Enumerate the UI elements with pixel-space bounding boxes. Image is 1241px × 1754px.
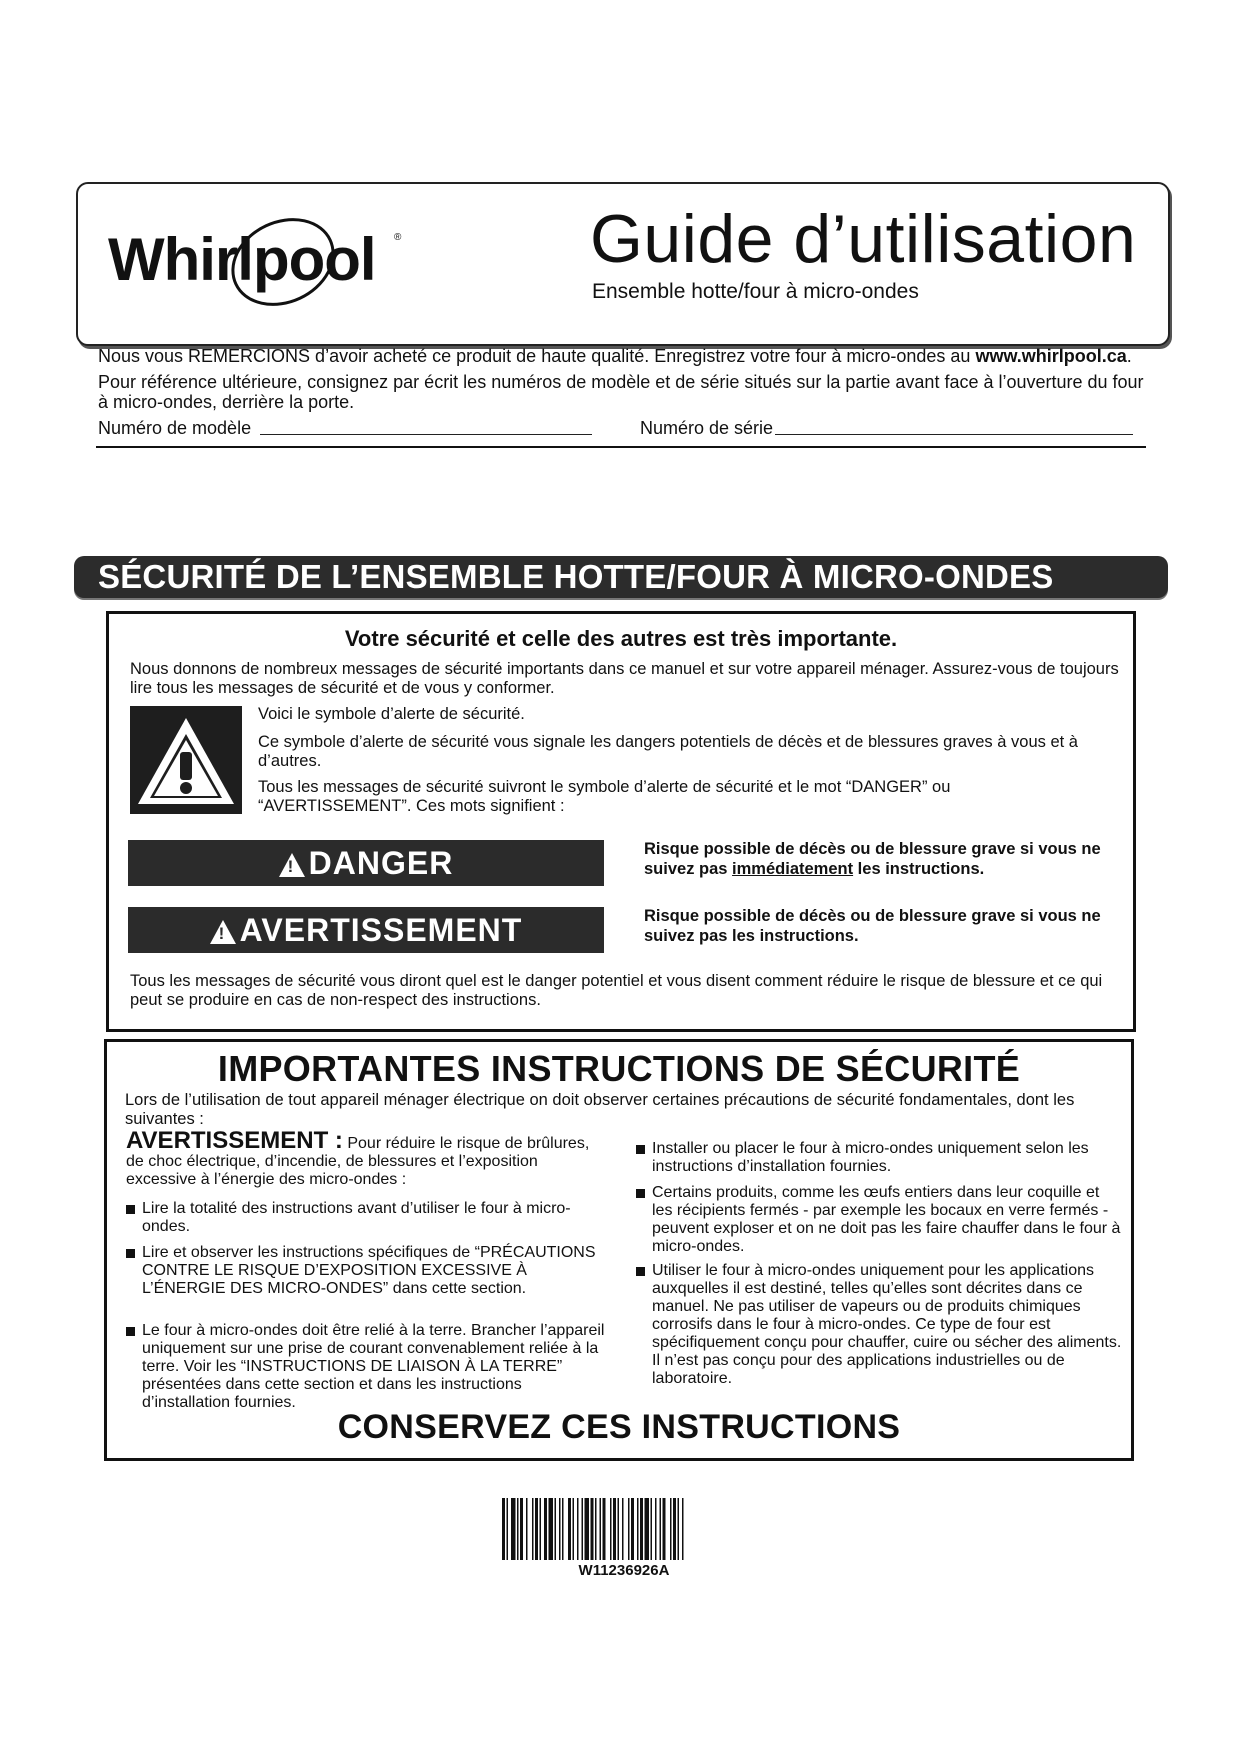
guide-title: Guide d’utilisation: [590, 201, 1137, 277]
safety-heading: Votre sécurité et celle des autres est très importante.: [344, 626, 898, 651]
model-number-field[interactable]: [260, 434, 592, 435]
danger-description: [644, 839, 1124, 879]
safety-alert-icon: [130, 706, 242, 814]
list-item: Le four à micro-ondes doit être relié à la terre. Brancher l’appareil uniquement sur une prise de courant convenablement reliée à la terre. Voir les “INSTRUCTIONS DE LIAISON À LA TERRE” présentées dans cette section et dans les instructions d’installation fournies.: [126, 1322, 612, 1412]
list-item: Certains produits, comme les œufs entiers dans leur coquille et les récipients fermés - par exemple les bocaux en verre fermés - peuvent exploser et on ne doit pas les faire chauffer dans le four à micro-ondes.: [636, 1184, 1122, 1256]
serial-number-field[interactable]: [775, 434, 1133, 435]
safety-footer: Tous les messages de sécurité vous diront quel est le danger potentiel et vous disent comment réduire le risque de blessure et ce qui peut se produire en cas de non-respect des instructions.: [130, 972, 1103, 1009]
divider: [96, 446, 1146, 448]
barcode-number: W11236926A: [578, 1562, 670, 1579]
keep-instructions-title: CONSERVEZ CES INSTRUCTIONS: [337, 1408, 901, 1446]
list-item: Lire et observer les instructions spécifiques de “PRÉCAUTIONS CONTRE LE RISQUE D’EXPOSITION EXCESSIVE À L’ÉNERGIE DES MICRO-ONDES” dans cette section.: [126, 1244, 602, 1298]
guide-subtitle: Ensemble hotte/four à micro-ondes: [592, 280, 919, 303]
important-intro: Lors de l’utilisation de tout appareil ménager électrique on doit observer certaines précautions de sécurité fondamentales, dont les suivantes :: [125, 1091, 1075, 1128]
alert-line-3: Tous les messages de sécurité suivront le symbole d’alerte de sécurité et le mot “DANGER” ou “AVERTISSEMENT”. Ces mots signifient :: [258, 778, 951, 815]
warning-signal-bar: [128, 907, 604, 953]
serial-number-label: Numéro de série: [640, 418, 774, 438]
svg-text:Whirlpool: Whirlpool: [108, 226, 376, 293]
danger-desc-emphasis: immédiatement: [732, 860, 854, 878]
warning-triangle-icon: [279, 853, 305, 877]
warning-triangle-icon: [210, 920, 236, 944]
section-title: SÉCURITÉ DE L’ENSEMBLE HOTTE/FOUR À MICRO-ONDES: [98, 558, 1054, 595]
model-number-label: Numéro de modèle: [98, 418, 252, 438]
danger-desc-part-a: Risque possible de décès ou de blessure grave si vous ne suivez pas: [644, 840, 1101, 878]
intro-line-1: [98, 346, 1132, 367]
warning-lead-text: Pour réduire le risque de brûlures, de choc électrique, d’incendie, de blessures et l’exposition excessive à l’énergie des micro-ondes :: [126, 1135, 590, 1188]
safety-paragraph: Nous donnons de nombreux messages de sécurité importants dans ce manuel et sur votre appareil ménager. Assurez-vous de toujours lire tous les messages de sécurité et de vous y conformer.: [130, 660, 1119, 697]
warning-lead: [126, 1127, 596, 1189]
intro-line-2: Pour référence ultérieure, consignez par écrit les numéros de modèle et de série situés sur la partie avant face à l’ouverture du four: [98, 372, 1144, 392]
barcode: [500, 1498, 748, 1560]
whirlpool-website-link[interactable]: www.whirlpool.ca: [975, 346, 1127, 366]
alert-line-2: Ce symbole d’alerte de sécurité vous signale les dangers potentiels de décès et de blessures graves à vous et à d’autres.: [258, 733, 1078, 770]
danger-label: DANGER: [308, 845, 454, 881]
svg-text:®: ®: [394, 232, 402, 243]
important-title: IMPORTANTES INSTRUCTIONS DE SÉCURITÉ: [217, 1048, 1021, 1089]
intro-line-1-text: Nous vous REMERCIONS d’avoir acheté ce produit de haute qualité. Enregistrez votre four à micro-ondes au: [98, 346, 976, 366]
intro-line-1-end: .: [1126, 346, 1132, 366]
alert-line-1: Voici le symbole d’alerte de sécurité.: [258, 705, 525, 723]
list-item: Lire la totalité des instructions avant d’utiliser le four à micro-ondes.: [126, 1200, 582, 1236]
intro-line-3: à micro-ondes, derrière la porte.: [98, 392, 355, 412]
danger-desc-part-b: les instructions.: [853, 860, 985, 878]
list-item: Utiliser le four à micro-ondes uniquement pour les applications auxquelles il est destiné, telles qu’elles sont décrites dans ce manuel. Ne pas utiliser de vapeurs ou de produits chimiques corrosifs dans le four à micro-ondes. Ce type de four est spécifiquement conçu pour chauffer, cuire ou sécher des aliments. Il n’est pas conçu pour des applications industrielles ou de laboratoire.: [636, 1262, 1122, 1388]
warning-label: AVERTISSEMENT: [239, 912, 523, 948]
list-item: Installer ou placer le four à micro-ondes uniquement selon les instructions d’installation fournies.: [636, 1140, 1122, 1176]
warning-description: Risque possible de décès ou de blessure grave si vous ne suivez pas les instructions.: [644, 907, 1101, 945]
warning-heading: AVERTISSEMENT :: [126, 1127, 343, 1154]
whirlpool-logo: [108, 212, 428, 322]
danger-signal-bar: [128, 840, 604, 886]
